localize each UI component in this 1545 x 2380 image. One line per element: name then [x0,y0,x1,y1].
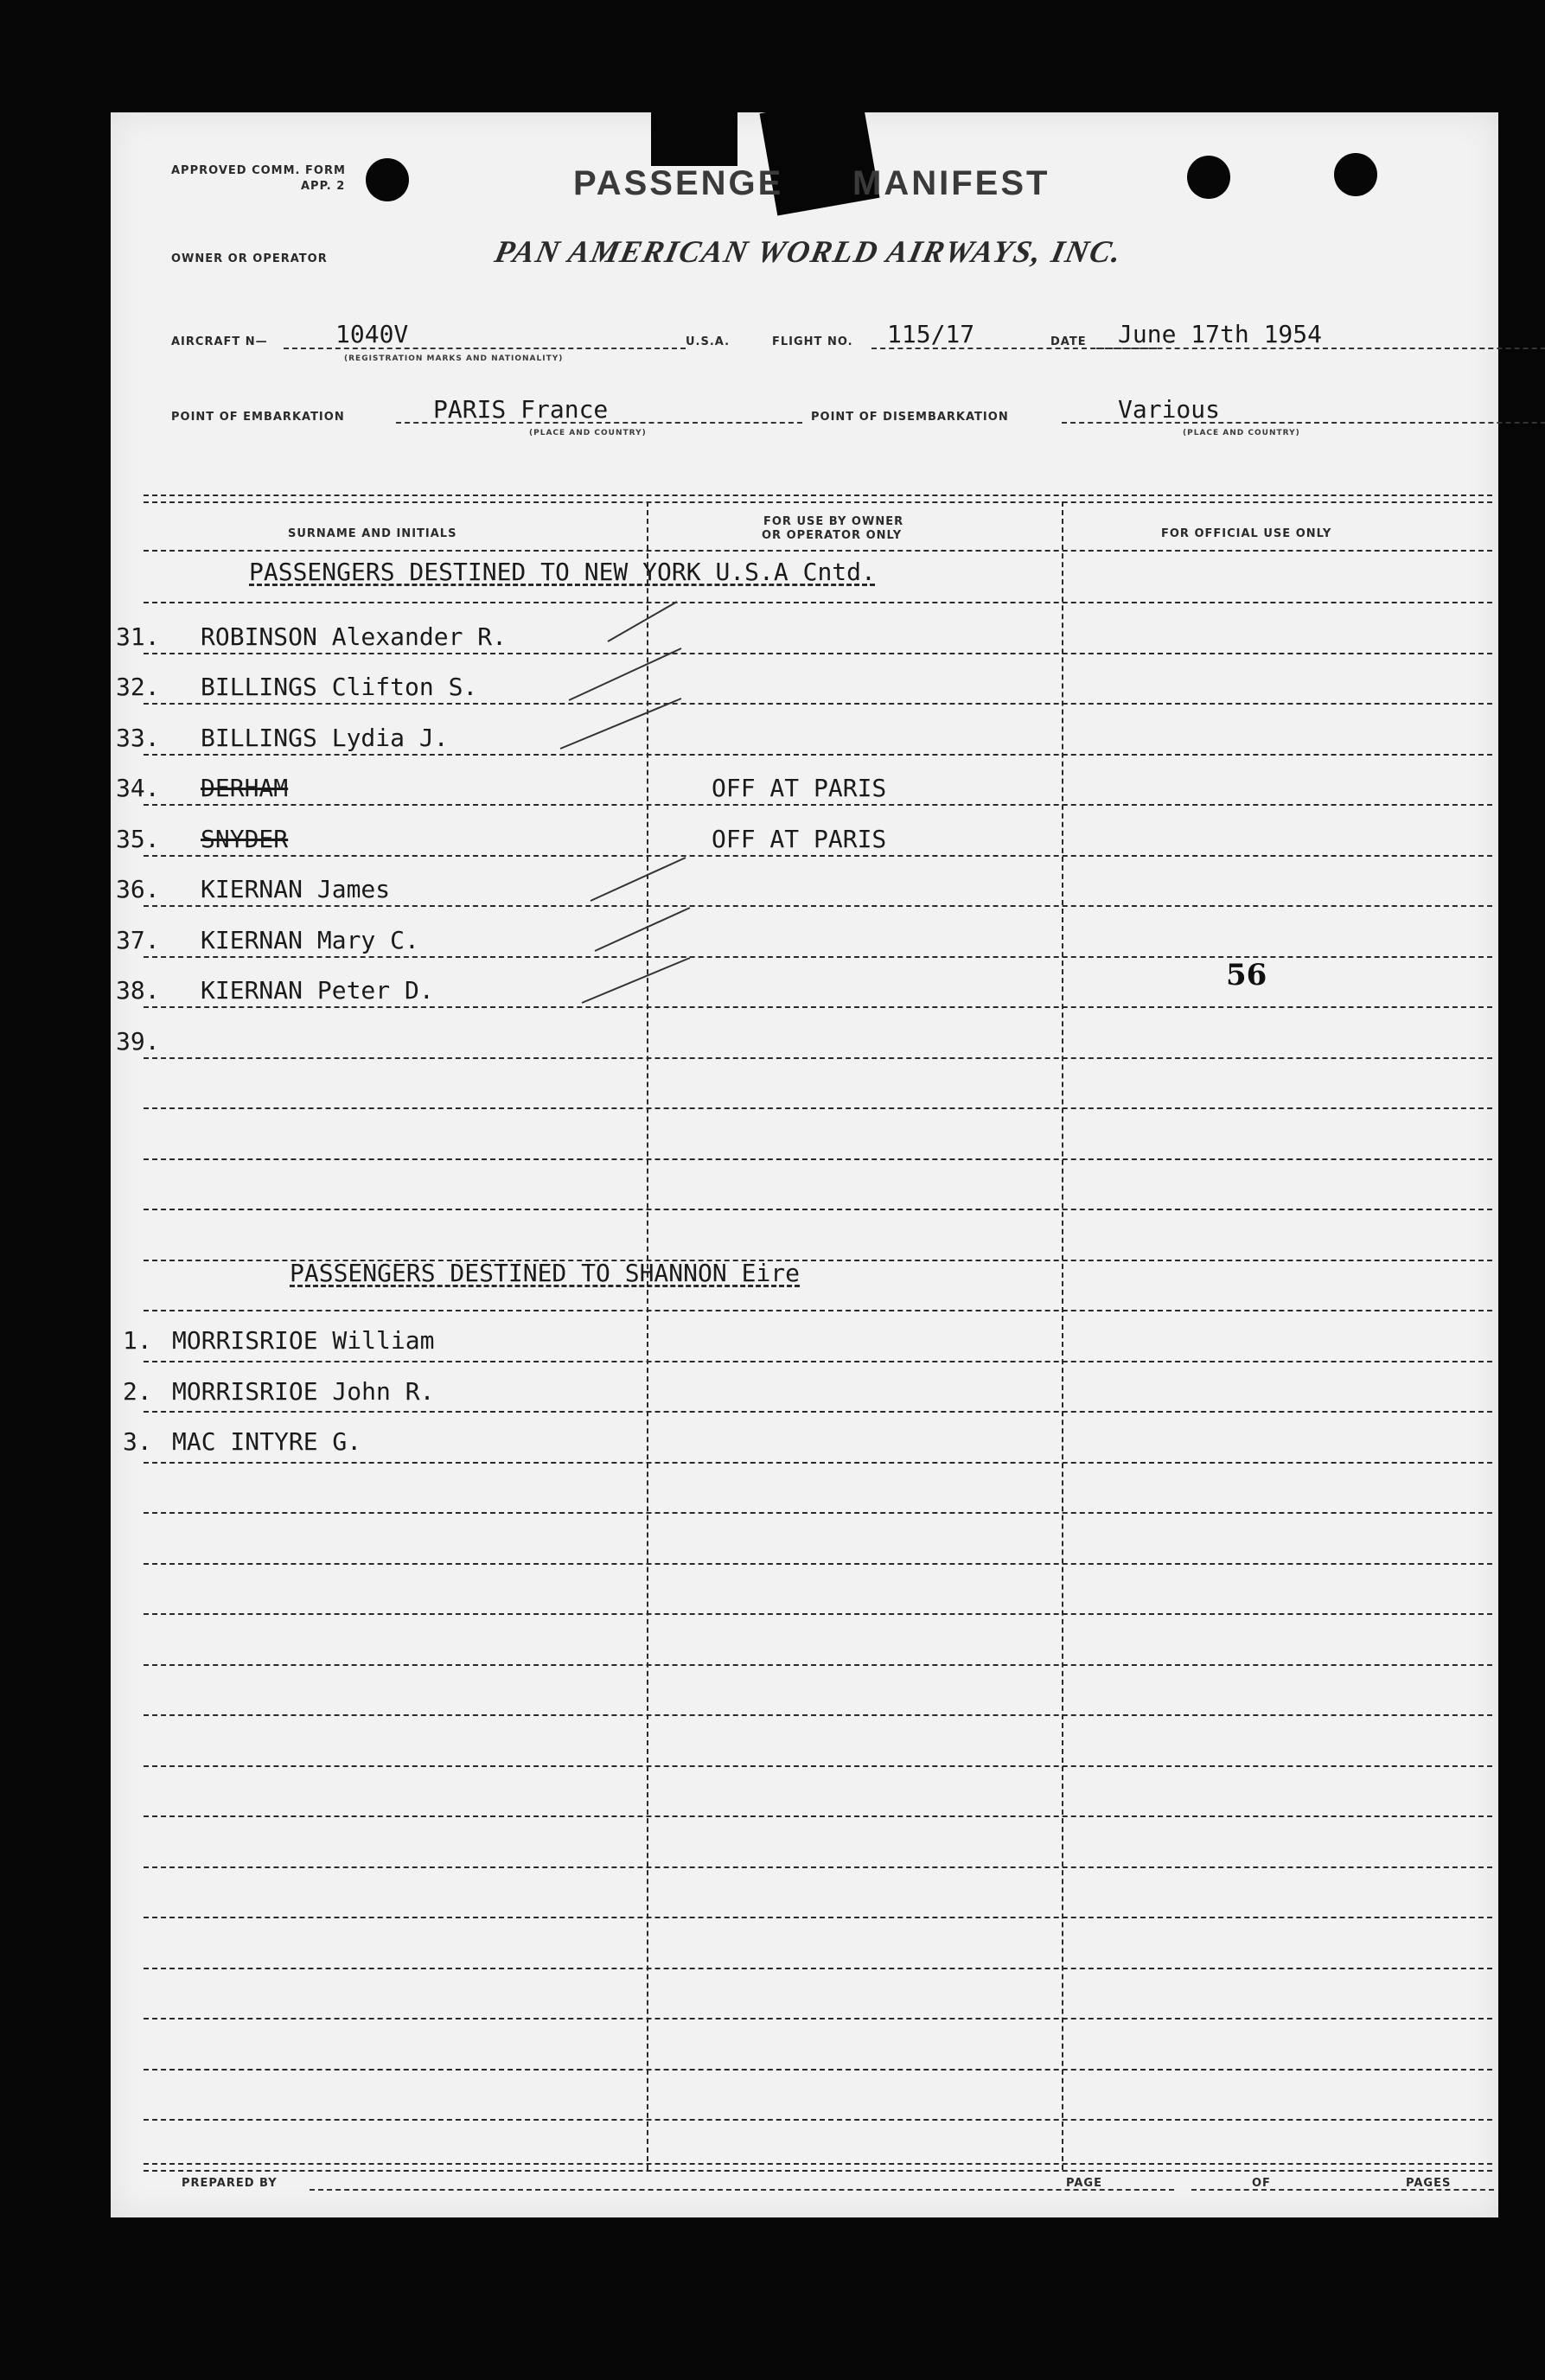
row-rule [144,1664,1492,1666]
page-label: PAGE [1066,2177,1102,2190]
row-rule [144,1462,1492,1464]
disembarkation-caption: (PLACE AND COUNTRY) [1183,429,1300,437]
of-label: OF [1252,2177,1271,2190]
punch-hole-right-1 [1187,156,1230,199]
row-rule [144,1917,1492,1918]
table-top-rule [144,495,1492,496]
check-mark [591,858,686,901]
row-rule [144,1613,1492,1615]
punch-hole-right-2 [1334,153,1377,196]
row-rule [144,1411,1492,1413]
column-header-owner-line1: FOR USE BY OWNER [763,515,904,528]
row-rule [144,804,1492,806]
row-rule [144,1209,1492,1210]
row-rule [144,1158,1492,1160]
row-rule [144,653,1492,654]
row-number: 34. [116,774,160,802]
row-rule [144,1968,1492,1969]
section-heading-new-york: PASSENGERS DESTINED TO NEW YORK U.S.A Cntd. [249,558,876,586]
embarkation-value: PARIS France [433,395,609,424]
check-mark [569,648,681,700]
owner-label: OWNER OR OPERATOR [171,252,328,265]
row-rule [144,703,1492,705]
passenger-name: KIERNAN James [201,875,391,903]
approval-detail: APP. 2 [301,180,346,193]
row-rule [144,1006,1492,1008]
disembarkation-label: POINT OF DISEMBARKATION [811,411,1009,424]
row-rule [144,754,1492,756]
passenger-name: KIERNAN Peter D. [201,976,434,1005]
passenger-name: BILLINGS Lydia J. [201,724,449,752]
check-mark [560,699,681,749]
column-divider-1 [647,501,648,2170]
section-heading-shannon: PASSENGERS DESTINED TO SHANNON Eire [290,1259,801,1287]
punch-hole-left [366,158,409,201]
row-number: 37. [116,926,160,954]
row-number: 3. [123,1427,152,1456]
check-mark [582,958,690,1003]
table-bottom-rule [144,2163,1492,2165]
row-rule [144,1310,1492,1311]
usa-label: U.S.A. [686,335,731,348]
row-rule [144,1765,1492,1767]
header-bottom-rule [144,550,1492,552]
aircraft-value: 1040V [335,320,409,348]
column-divider-2 [1062,501,1063,2170]
row-rule [144,1563,1492,1565]
embarkation-caption: (PLACE AND COUNTRY) [529,429,647,437]
check-mark [608,602,677,641]
operator-note: OFF AT PARIS [712,774,887,802]
page-title-left: PASSENGE [573,164,784,202]
column-header-surname: SURNAME AND INITIALS [288,527,457,540]
row-rule [144,602,1492,603]
airline-name: PAN AMERICAN WORLD AIRWAYS, INC. [491,234,1127,269]
registration-caption: (REGISTRATION MARKS AND NATIONALITY) [344,354,564,363]
passenger-name-struck: SNYDER [201,825,289,853]
passenger-name: KIERNAN Mary C. [201,926,419,954]
column-header-official: FOR OFFICIAL USE ONLY [1161,527,1332,540]
embarkation-label: POINT OF EMBARKATION [171,411,345,424]
row-number: 31. [116,622,160,651]
row-rule [144,1107,1492,1109]
row-rule [144,855,1492,857]
page-title-right: MANIFEST [852,164,1050,202]
row-rule [144,2069,1492,2071]
approval-text: APPROVED COMM. FORM [171,164,346,177]
row-number: 1. [123,1326,152,1355]
row-rule [144,2119,1492,2121]
flight-label: FLIGHT NO. [772,335,853,348]
aircraft-label: AIRCRAFT N— [171,335,268,348]
row-rule [144,1057,1492,1059]
row-rule [144,1714,1492,1716]
passenger-name: MORRISRIOE John R. [172,1377,435,1406]
row-number: 39. [116,1027,160,1056]
flight-value: 115/17 [887,320,975,348]
prepared-by-line [310,2189,1174,2191]
passenger-name: ROBINSON Alexander R. [201,622,508,651]
table-bottom-rule [144,2170,1492,2172]
passenger-name: BILLINGS Clifton S. [201,673,478,701]
row-rule [144,2018,1492,2019]
pages-label: PAGES [1406,2177,1452,2190]
row-number: 36. [116,875,160,903]
table-top-rule [144,501,1492,503]
passenger-name: MORRISRIOE William [172,1326,435,1355]
passenger-name: MAC INTYRE G. [172,1427,362,1456]
row-number: 38. [116,976,160,1005]
passenger-name-struck: DERHAM [201,774,289,802]
operator-note: OFF AT PARIS [712,825,887,853]
date-label: DATE [1050,335,1087,348]
row-rule [144,1512,1492,1514]
row-rule [144,1815,1492,1817]
row-rule [144,956,1492,958]
row-number: 33. [116,724,160,752]
check-mark [595,908,690,951]
official-mark: 56 [1226,958,1267,992]
torn-paper-area [651,104,737,166]
prepared-by-label: PREPARED BY [182,2177,278,2190]
column-header-owner-line2: OR OPERATOR ONLY [762,529,903,542]
row-number: 35. [116,825,160,853]
manifest-sheet [111,112,1498,2217]
row-number: 32. [116,673,160,701]
row-rule [144,1361,1492,1362]
row-rule [144,1866,1492,1868]
row-number: 2. [123,1377,152,1406]
date-value: June 17th 1954 [1118,320,1323,348]
disembarkation-value: Various [1118,395,1221,424]
row-rule [144,905,1492,907]
